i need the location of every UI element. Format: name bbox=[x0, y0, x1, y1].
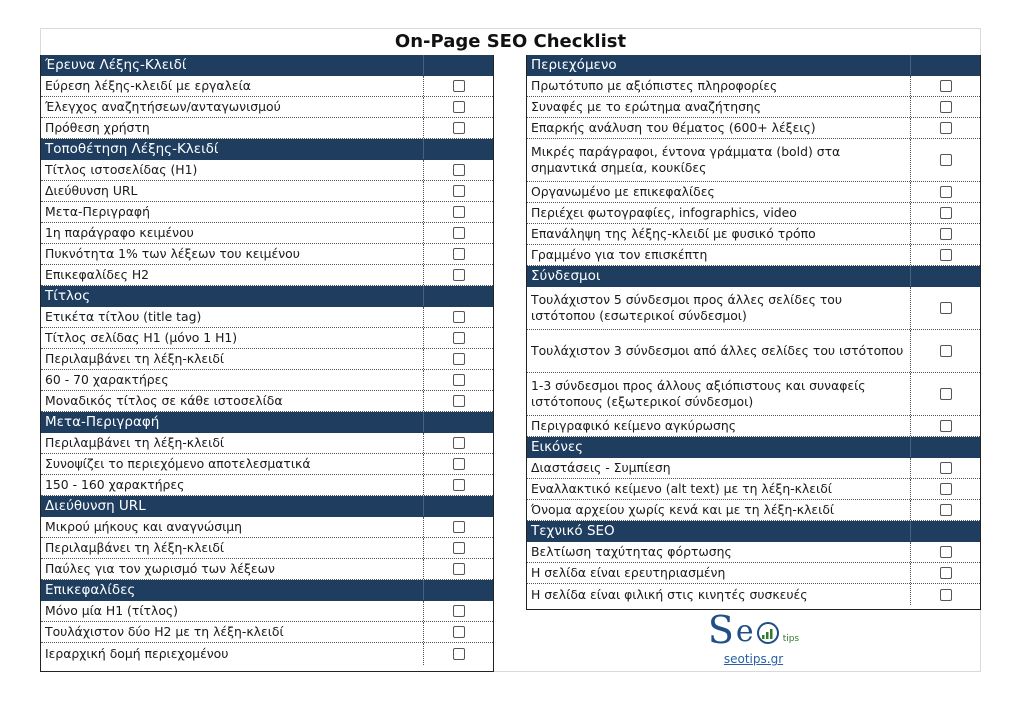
checkbox-cell bbox=[423, 622, 493, 642]
header-checkbox-cell bbox=[423, 412, 493, 432]
checklist-row bbox=[527, 479, 980, 500]
checklist-row bbox=[41, 391, 493, 412]
checkbox-cell bbox=[423, 538, 493, 558]
checklist-row bbox=[41, 223, 493, 244]
checkbox-cell bbox=[423, 370, 493, 390]
checkbox-cell bbox=[423, 181, 493, 201]
section-title: Τοποθέτηση Λέξης-Κλειδί bbox=[45, 141, 219, 157]
checkbox-cell bbox=[910, 479, 980, 499]
checkbox[interactable] bbox=[453, 227, 465, 239]
checklist-item-label: Γραμμένο για τον επισκέπτη bbox=[531, 247, 708, 262]
right-column bbox=[526, 55, 981, 610]
checkbox[interactable] bbox=[453, 248, 465, 260]
checklist-row bbox=[527, 287, 980, 330]
checkbox-cell bbox=[423, 517, 493, 537]
header-checkbox-cell bbox=[423, 496, 493, 516]
checklist-item-label: Διεύθυνση URL bbox=[45, 183, 138, 198]
checkbox[interactable] bbox=[940, 249, 952, 261]
checkbox[interactable] bbox=[940, 302, 952, 314]
checklist-item-label: Τουλάχιστον δύο Η2 με τη λέξη-κλειδί bbox=[45, 624, 284, 639]
checkbox[interactable] bbox=[453, 521, 465, 533]
section-title: Έρευνα Λέξης-Κλειδί bbox=[45, 57, 187, 73]
checklist-item-label: Επανάληψη της λέξης-κλειδί με φυσικό τρόπο bbox=[531, 226, 816, 241]
checkbox[interactable] bbox=[940, 567, 952, 579]
checklist-item-label: Πυκνότητα 1% των λέξεων του κειμένου bbox=[45, 246, 300, 261]
checklist-row bbox=[41, 328, 493, 349]
checklist-row bbox=[41, 265, 493, 286]
header-checkbox-cell bbox=[910, 55, 980, 75]
checkbox-cell bbox=[423, 118, 493, 138]
checklist-row bbox=[527, 118, 980, 139]
checklist-row bbox=[41, 517, 493, 538]
checklist-row bbox=[41, 454, 493, 475]
checkbox-cell bbox=[910, 458, 980, 478]
checkbox[interactable] bbox=[453, 269, 465, 281]
checklist-row bbox=[41, 181, 493, 202]
seotips-logo bbox=[707, 608, 800, 652]
growth-chart-icon bbox=[757, 622, 779, 644]
logo-area bbox=[526, 610, 981, 672]
checklist-item-label: Οργανωμένο με επικεφαλίδες bbox=[531, 184, 715, 199]
section-header bbox=[527, 266, 980, 287]
checkbox-cell bbox=[423, 454, 493, 474]
checklist-item-label: Τουλάχιστον 5 σύνδεσμοι προς άλλες σελίδες του ιστότοπου (εσωτερικοί σύνδεσμοι) bbox=[531, 292, 843, 323]
checkbox[interactable] bbox=[453, 479, 465, 491]
checklist-item-label: Ιεραρχική δομή περιεχομένου bbox=[45, 646, 229, 661]
checkbox[interactable] bbox=[453, 164, 465, 176]
checkbox-cell bbox=[423, 160, 493, 180]
checklist-item-label: 60 - 70 χαρακτήρες bbox=[45, 372, 169, 387]
checklist-row bbox=[41, 538, 493, 559]
checklist-row bbox=[527, 182, 980, 203]
checkbox-cell bbox=[423, 559, 493, 579]
checkbox[interactable] bbox=[940, 420, 952, 432]
checklist-item-label: Εναλλακτικό κείμενο (alt text) με τη λέξη-κλειδί bbox=[531, 481, 832, 496]
checkbox[interactable] bbox=[940, 186, 952, 198]
checklist-item-label: Παύλες για τον χωρισμό των λέξεων bbox=[45, 561, 275, 576]
checkbox-cell bbox=[423, 76, 493, 96]
checklist-item-label: Ετικέτα τίτλου (title tag) bbox=[45, 309, 202, 324]
checkbox-cell bbox=[910, 97, 980, 117]
section-title: Εικόνες bbox=[531, 439, 584, 455]
checklist-row bbox=[527, 373, 980, 416]
checkbox[interactable] bbox=[940, 122, 952, 134]
checkbox[interactable] bbox=[940, 345, 952, 357]
checkbox[interactable] bbox=[940, 228, 952, 240]
checkbox-cell bbox=[910, 416, 980, 436]
section-title: Μετα-Περιγραφή bbox=[45, 414, 160, 430]
checkbox[interactable] bbox=[940, 483, 952, 495]
checkbox[interactable] bbox=[453, 122, 465, 134]
checklist-row bbox=[527, 245, 980, 266]
checkbox-cell bbox=[910, 76, 980, 96]
section-header bbox=[41, 139, 493, 160]
page-title: On-Page SEO Checklist bbox=[394, 31, 627, 52]
checkbox[interactable] bbox=[940, 154, 952, 166]
header-checkbox-cell bbox=[423, 139, 493, 159]
checklist-item-label: Μόνο μία Η1 (τίτλος) bbox=[45, 603, 178, 618]
checkbox-cell bbox=[910, 584, 980, 605]
checkbox[interactable] bbox=[940, 388, 952, 400]
checkbox[interactable] bbox=[453, 206, 465, 218]
checklist-item-label: Τίτλος σελίδας Η1 (μόνο 1 Η1) bbox=[45, 330, 238, 345]
checklist-row bbox=[527, 224, 980, 245]
checkbox-cell bbox=[910, 224, 980, 244]
section-title: Επικεφαλίδες bbox=[45, 582, 136, 598]
checklist-row bbox=[41, 349, 493, 370]
checkbox-cell bbox=[910, 245, 980, 265]
checkbox-cell bbox=[910, 203, 980, 223]
checklist-row bbox=[41, 118, 493, 139]
checkbox[interactable] bbox=[453, 80, 465, 92]
section-header bbox=[41, 55, 493, 76]
checklist-item-label: Περιλαμβάνει τη λέξη-κλειδί bbox=[45, 435, 225, 450]
checkbox[interactable] bbox=[453, 332, 465, 344]
checkbox[interactable] bbox=[453, 353, 465, 365]
checklist-item-label: Περιέχει φωτογραφίες, infographics, video bbox=[531, 205, 797, 220]
section-title: Διεύθυνση URL bbox=[45, 498, 146, 514]
checkbox[interactable] bbox=[453, 311, 465, 323]
checkbox-cell bbox=[423, 244, 493, 264]
section-title: Περιεχόμενο bbox=[531, 57, 617, 73]
checkbox[interactable] bbox=[940, 80, 952, 92]
checklist-item-label: Πρόθεση χρήστη bbox=[45, 120, 150, 135]
checklist-row bbox=[41, 370, 493, 391]
checkbox[interactable] bbox=[940, 589, 952, 601]
checklist-item-label: Η σελίδα είναι φιλική στις κινητές συσκευές bbox=[531, 586, 808, 602]
checkbox-cell bbox=[423, 328, 493, 348]
checklist-item-label: Μοναδικός τίτλος σε κάθε ιστοσελίδα bbox=[45, 393, 283, 408]
checklist-row bbox=[41, 475, 493, 496]
header-checkbox-cell bbox=[423, 55, 493, 75]
checklist-row bbox=[41, 97, 493, 118]
checkbox-cell bbox=[423, 643, 493, 665]
checkbox[interactable] bbox=[940, 101, 952, 113]
checklist-row bbox=[41, 559, 493, 580]
checkbox[interactable] bbox=[453, 101, 465, 113]
checkbox-cell bbox=[910, 182, 980, 202]
checkbox[interactable] bbox=[940, 546, 952, 558]
checkbox-cell bbox=[910, 139, 980, 181]
checkbox-cell bbox=[423, 391, 493, 411]
checklist-row bbox=[527, 542, 980, 563]
checkbox[interactable] bbox=[453, 626, 465, 638]
checkbox[interactable] bbox=[453, 185, 465, 197]
checklist-row bbox=[41, 307, 493, 328]
section-header bbox=[527, 437, 980, 458]
checkbox-cell bbox=[423, 433, 493, 453]
header-checkbox-cell bbox=[910, 266, 980, 286]
checklist-item-label: Περιλαμβάνει τη λέξη-κλειδί bbox=[45, 351, 225, 366]
checklist-row bbox=[41, 601, 493, 622]
checkbox[interactable] bbox=[453, 648, 465, 660]
checkbox[interactable] bbox=[453, 395, 465, 407]
header-checkbox-cell bbox=[423, 580, 493, 600]
section-header bbox=[527, 521, 980, 542]
logo-letter-e: e bbox=[735, 614, 754, 649]
checkbox[interactable] bbox=[453, 437, 465, 449]
checkbox-cell bbox=[910, 500, 980, 520]
checklist-item-label: Συνοψίζει το περιεχόμενο αποτελεσματικά bbox=[45, 456, 311, 471]
section-title: Τεχνικό SEO bbox=[531, 523, 615, 539]
checkbox[interactable] bbox=[453, 374, 465, 386]
checklist-row bbox=[41, 244, 493, 265]
checklist-row bbox=[41, 202, 493, 223]
checklist-item-label: Τίτλος ιστοσελίδας (Η1) bbox=[45, 162, 198, 177]
checklist-item-label: 1-3 σύνδεσμοι προς άλλους αξιόπιστους και συναφείς ιστότοπους (εξωτερικοί σύνδεσμοι) bbox=[531, 378, 866, 409]
checkbox[interactable] bbox=[940, 207, 952, 219]
checkbox-cell bbox=[423, 97, 493, 117]
checklist-row bbox=[41, 76, 493, 97]
website-link[interactable]: seotips.gr bbox=[723, 652, 784, 666]
checklist-item-label: Διαστάσεις - Συμπίεση bbox=[531, 460, 671, 475]
checkbox-cell bbox=[423, 475, 493, 495]
checklist-item-label: Έλεγχος αναζητήσεων/ανταγωνισμού bbox=[45, 99, 281, 114]
checkbox[interactable] bbox=[940, 462, 952, 474]
checklist-row bbox=[527, 139, 980, 182]
checkbox-cell bbox=[910, 563, 980, 583]
checklist-row bbox=[527, 500, 980, 521]
checkbox[interactable] bbox=[453, 605, 465, 617]
checklist-row bbox=[41, 160, 493, 181]
checkbox[interactable] bbox=[940, 504, 952, 516]
checkbox-cell bbox=[910, 330, 980, 372]
checklist-item-label: Βελτίωση ταχύτητας φόρτωσης bbox=[531, 544, 732, 559]
checklist-row bbox=[527, 563, 980, 584]
checklist-item-label: Πρωτότυπο με αξιόπιστες πληροφορίες bbox=[531, 78, 778, 93]
section-header bbox=[527, 55, 980, 76]
checkbox-cell bbox=[910, 542, 980, 562]
header-checkbox-cell bbox=[910, 521, 980, 541]
checklist-row bbox=[527, 330, 980, 373]
checklist-item-label: 150 - 160 χαρακτήρες bbox=[45, 477, 185, 492]
checkbox-cell bbox=[423, 349, 493, 369]
checklist-item-label: Μικρού μήκους και αναγνώσιμη bbox=[45, 519, 243, 534]
logo-letter-s: S bbox=[707, 608, 734, 652]
checkbox-cell bbox=[910, 118, 980, 138]
checklist-row bbox=[527, 97, 980, 118]
checklist-item-label: Εύρεση λέξης-κλειδί με εργαλεία bbox=[45, 78, 251, 93]
checkbox[interactable] bbox=[453, 563, 465, 575]
checklist-row bbox=[41, 622, 493, 643]
logo-tips-text: tips bbox=[782, 634, 800, 644]
checklist-item-label: Τουλάχιστον 3 σύνδεσμοι από άλλες σελίδες του ιστότοπου bbox=[531, 343, 904, 358]
header-checkbox-cell bbox=[910, 437, 980, 457]
checkbox-cell bbox=[423, 265, 493, 285]
checklist-row bbox=[527, 76, 980, 97]
checkbox[interactable] bbox=[453, 542, 465, 554]
checklist-item-label: Επικεφαλίδες Η2 bbox=[45, 267, 150, 282]
left-column bbox=[40, 55, 494, 672]
checklist-item-label: Περιλαμβάνει τη λέξη-κλειδί bbox=[45, 540, 225, 555]
checklist-item-label: Μετα-Περιγραφή bbox=[45, 204, 150, 219]
checklist-row bbox=[527, 203, 980, 224]
checkbox[interactable] bbox=[453, 458, 465, 470]
checklist-row bbox=[41, 433, 493, 454]
checklist-item-label: Επαρκής ανάλυση του θέματος (600+ λέξεις) bbox=[531, 120, 816, 135]
checkbox-cell bbox=[423, 223, 493, 243]
checklist-row bbox=[527, 416, 980, 437]
checkbox-cell bbox=[423, 307, 493, 327]
checkbox-cell bbox=[910, 373, 980, 415]
header-checkbox-cell bbox=[423, 286, 493, 306]
checklist-item-label: Περιγραφικό κείμενο αγκύρωσης bbox=[531, 418, 737, 433]
checklist-item-label: Η σελίδα είναι ερευτηριασμένη bbox=[531, 565, 726, 580]
section-header bbox=[41, 286, 493, 307]
section-header bbox=[41, 412, 493, 433]
section-header bbox=[41, 496, 493, 517]
checkbox-cell bbox=[423, 202, 493, 222]
checklist-item-label: Μικρές παράγραφοι, έντονα γράμματα (bold) στα σημαντικά σημεία, κουκίδες bbox=[531, 144, 841, 175]
checklist-row bbox=[41, 643, 493, 665]
section-title: Σύνδεσμοι bbox=[531, 268, 601, 284]
section-title: Τίτλος bbox=[45, 288, 91, 304]
checklist-item-label: 1η παράγραφο κειμένου bbox=[45, 225, 194, 240]
checklist-row bbox=[527, 458, 980, 479]
checklist-row bbox=[527, 584, 980, 605]
checkbox-cell bbox=[423, 601, 493, 621]
checklist-item-label: Συναφές με το ερώτημα αναζήτησης bbox=[531, 99, 762, 114]
checklist-item-label: Όνομα αρχείου χωρίς κενά και με τη λέξη-κλειδί bbox=[531, 502, 835, 517]
checkbox-cell bbox=[910, 287, 980, 329]
section-header bbox=[41, 580, 493, 601]
